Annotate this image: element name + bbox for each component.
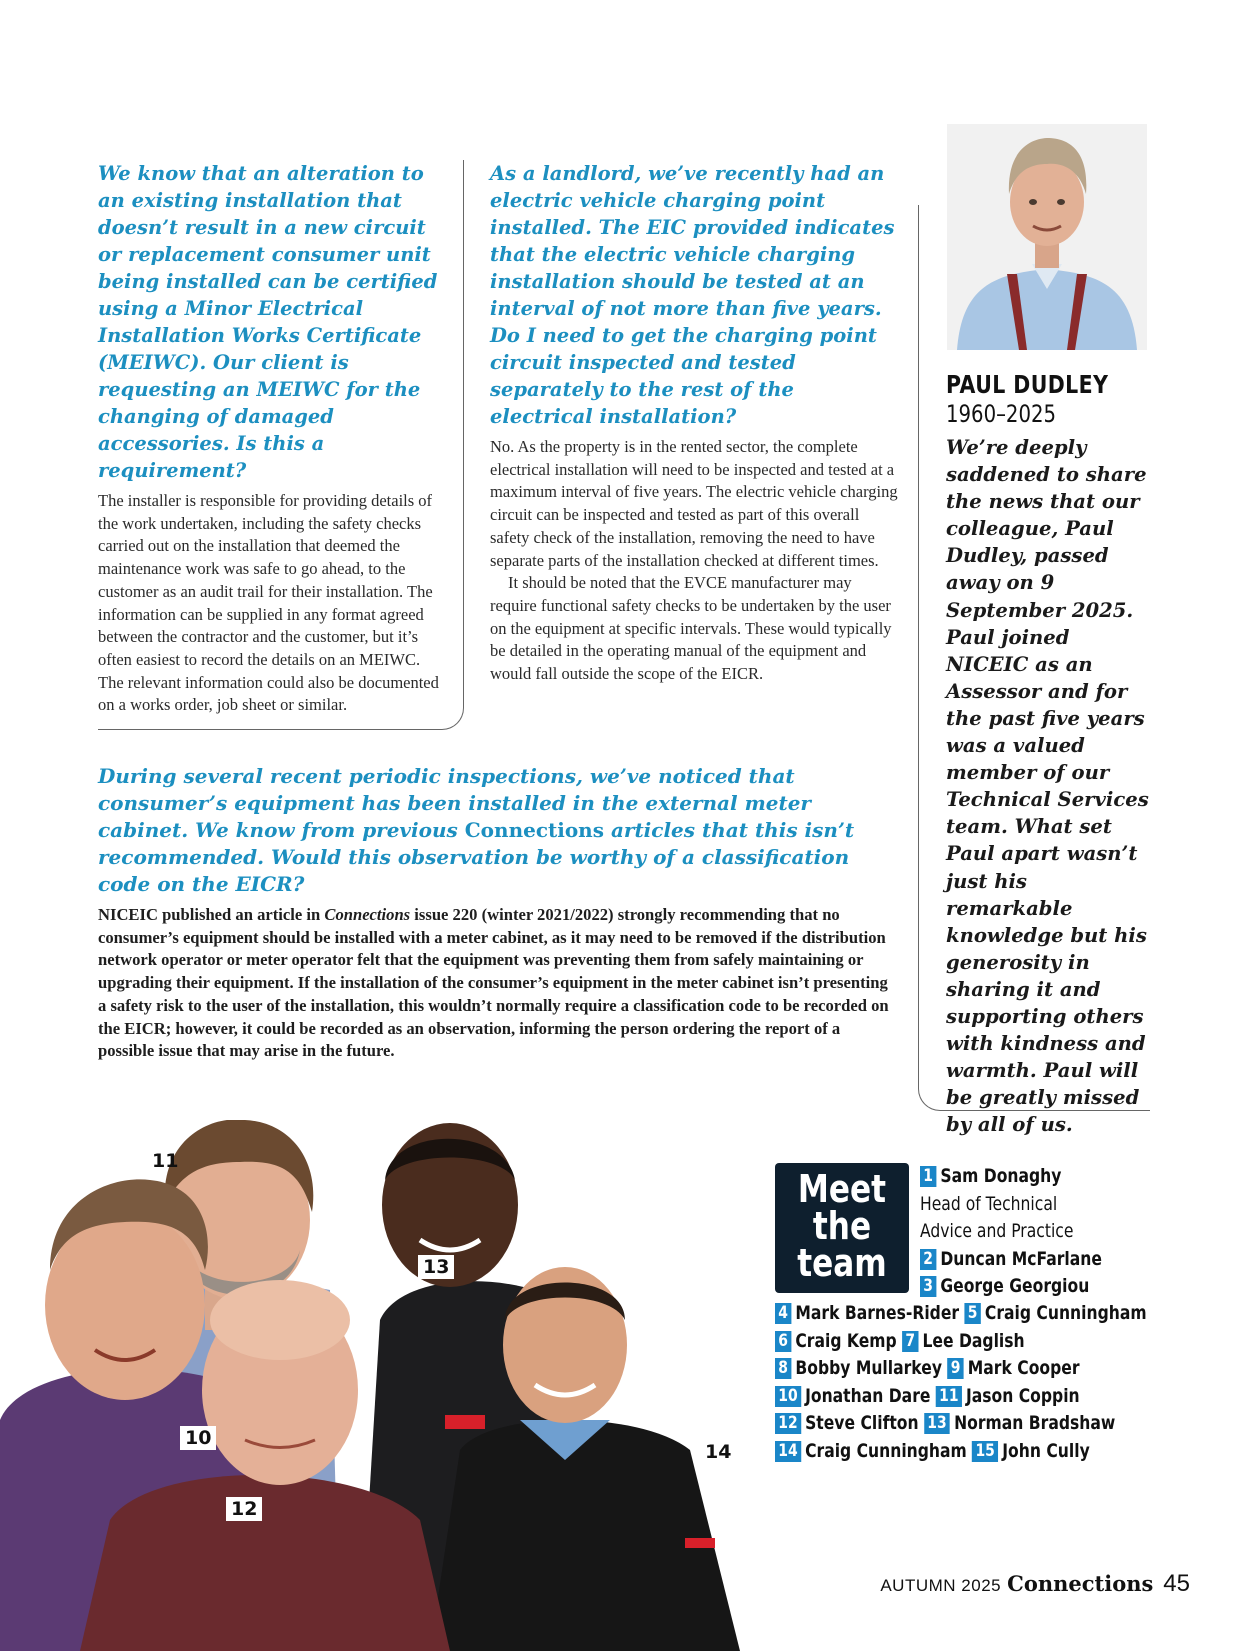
member-number-badge: 12 xyxy=(775,1413,801,1434)
member-name: Duncan McFarlane xyxy=(940,1247,1102,1270)
team-member-row xyxy=(775,1355,1228,1383)
photo-label-10: 10 xyxy=(180,1426,216,1450)
member-role xyxy=(920,1191,1142,1219)
photo-label-12: 12 xyxy=(226,1497,262,1521)
paul-dudley-photo xyxy=(947,124,1147,350)
heading-line: Meet xyxy=(797,1167,887,1211)
qa-block-3 xyxy=(98,763,898,1063)
answer-paragraph: The installer is responsible for providing details of the work undertaken, including the safety checks carried out on the installation that deemed the maintenance work was safe to go ahead, to the customer as an audit trail for their installation. The information can be supplied in any format agreed between the contractor and the customer, but it’s often easiest to record the details on an MEIWC. The relevant information could also be documented on a works order, job sheet or similar. xyxy=(98,491,439,715)
answer-text xyxy=(98,490,448,717)
member-name: Steve Clifton xyxy=(805,1412,919,1434)
answer-part: issue 220 (winter 2021/2022) strongly recommending that no consumer’s equipment should be installed with a meter cabinet, as it may need to be removed if the distribution network operator or meter operator felt that the equipment was preventing them from safely maintaining or upgrading their equipment. If the installation of the consumer’s equipment in the meter cabinet isn’t presenting a safety risk to the user of the installation, this wouldn’t normally require a classification code to be recorded on the EICR; however, it could be recorded as an observation, informing the person ordering the report of a possible issue that may arise in the future. xyxy=(98,905,889,1061)
qa-column-1 xyxy=(98,160,448,717)
member-number-badge: 1 xyxy=(920,1166,936,1187)
role-line: Advice and Practice xyxy=(920,1220,1074,1242)
answer-text xyxy=(490,436,900,686)
page-footer xyxy=(880,1570,1190,1598)
member-name: Lee Daglish xyxy=(922,1329,1025,1352)
member-name: Sam Donaghy xyxy=(940,1165,1062,1187)
member-name: Craig Kemp xyxy=(795,1329,897,1352)
meet-the-team-heading xyxy=(775,1163,909,1293)
question-text: As a landlord, we’ve recently had an electric vehicle charging point installed. The EIC provided indicates that the electric vehicle charging installation should be tested at an interval of not more than five years. Do I need to get the charging point circuit inspected and tested separately to the rest of the electrical installation? xyxy=(490,162,895,428)
member-name: Mark Barnes-Rider xyxy=(795,1302,960,1324)
team-list-top xyxy=(920,1163,1142,1301)
member-number-badge: 4 xyxy=(775,1303,791,1324)
team-member-row xyxy=(775,1328,1228,1356)
team-list-bottom xyxy=(775,1300,1228,1465)
photo-label-14: 14 xyxy=(700,1440,736,1464)
member-number-badge: 5 xyxy=(965,1303,981,1324)
member-number-badge: 11 xyxy=(936,1386,962,1407)
photo-label-13: 13 xyxy=(418,1255,454,1279)
member-name: Jonathan Dare xyxy=(805,1384,931,1407)
obituary-name: PAUL DUDLEY xyxy=(946,370,1109,399)
answer-paragraph: It should be noted that the EVCE manufacturer may require functional safety checks to be undertaken by the user on the equipment at specific intervals. These would typically be detailed in the operating manual of the equipment and would fall outside the scope of the EICR. xyxy=(490,573,892,684)
member-name: Mark Cooper xyxy=(967,1357,1080,1379)
heading-line: team xyxy=(797,1241,887,1285)
answer-text xyxy=(98,904,898,1063)
team-member-row xyxy=(775,1438,1228,1466)
photo-label-11: 11 xyxy=(152,1150,179,1172)
member-number-badge: 6 xyxy=(775,1331,791,1352)
issue-label: AUTUMN 2025 xyxy=(880,1576,1002,1595)
member-number-badge: 3 xyxy=(920,1276,936,1297)
obituary-text: We’re deeply saddened to share the news that our colleague, Paul Dudley, passed away on 9 September 2025. Paul joined NICEIC as an Assessor and for the past five years was a valued member of our Technical Services team. What set Paul apart wasn’t just his remarkable knowledge but his generosity in sharing it and supporting others with kindness and warmth. Paul will be greatly missed by all of us. xyxy=(946,436,1149,1137)
member-name: Bobby Mullarkey xyxy=(795,1357,942,1379)
question-part: During several recent periodic inspections, we’ve noticed that consumer’s equipment has been installed in the external meter cabinet. We know from previous xyxy=(98,764,811,842)
question-part: articles that this isn’t recommended. Would this observation be worthy of a classification code on the EICR? xyxy=(98,818,855,896)
team-photo-collage xyxy=(0,1120,800,1651)
member-number-badge: 14 xyxy=(775,1441,801,1462)
role-line: Head of Technical xyxy=(920,1192,1058,1215)
member-name: Jason Coppin xyxy=(965,1384,1080,1407)
member-name: Craig Cunningham xyxy=(984,1302,1147,1324)
team-member-row xyxy=(775,1300,1228,1328)
member-number-badge: 8 xyxy=(775,1358,791,1379)
member-name: Craig Cunningham xyxy=(805,1439,967,1462)
team-member-row xyxy=(775,1383,1228,1411)
publication-name: Connections xyxy=(324,905,411,924)
member-role xyxy=(920,1218,1142,1246)
answer-part: NICEIC published an article in xyxy=(98,905,325,924)
page-number: 45 xyxy=(1163,1570,1190,1597)
member-name: John Cully xyxy=(1002,1439,1090,1462)
team-member-row xyxy=(920,1163,1142,1191)
member-number-badge: 7 xyxy=(902,1331,918,1352)
member-name: George Georgiou xyxy=(940,1275,1090,1297)
answer-paragraph: No. As the property is in the rented sector, the complete electrical installation will need to be inspected and tested at a maximum interval of five years. The electric vehicle charging circuit can be inspected and tested as part of this overall safety check of the installation, removing the need to have separate parts of the installation checked at different times. xyxy=(490,437,898,570)
question-text: We know that an alteration to an existing installation that doesn’t result in a new circuit or replacement consumer unit being installed can be certified using a Minor Electrical Installation Works Certificate (MEIWC). Our client is requesting an MEIWC for the changing of damaged accessories. Is this a requirement? xyxy=(98,162,438,482)
member-number-badge: 10 xyxy=(775,1386,801,1407)
member-number-badge: 15 xyxy=(972,1441,998,1462)
publication-name: Connections xyxy=(464,818,604,842)
member-number-badge: 13 xyxy=(924,1413,950,1434)
question-text xyxy=(98,763,898,898)
heading-line: the xyxy=(812,1204,872,1248)
team-member-row xyxy=(920,1273,1142,1301)
magazine-brand: Connections xyxy=(1007,1571,1154,1596)
team-member-row xyxy=(920,1246,1142,1274)
member-number-badge: 2 xyxy=(920,1249,936,1270)
qa-column-2 xyxy=(490,160,900,686)
member-name: Norman Bradshaw xyxy=(954,1412,1116,1434)
obituary-years: 1960–2025 xyxy=(946,400,1057,428)
member-number-badge: 9 xyxy=(947,1358,963,1379)
team-member-row xyxy=(775,1410,1228,1438)
